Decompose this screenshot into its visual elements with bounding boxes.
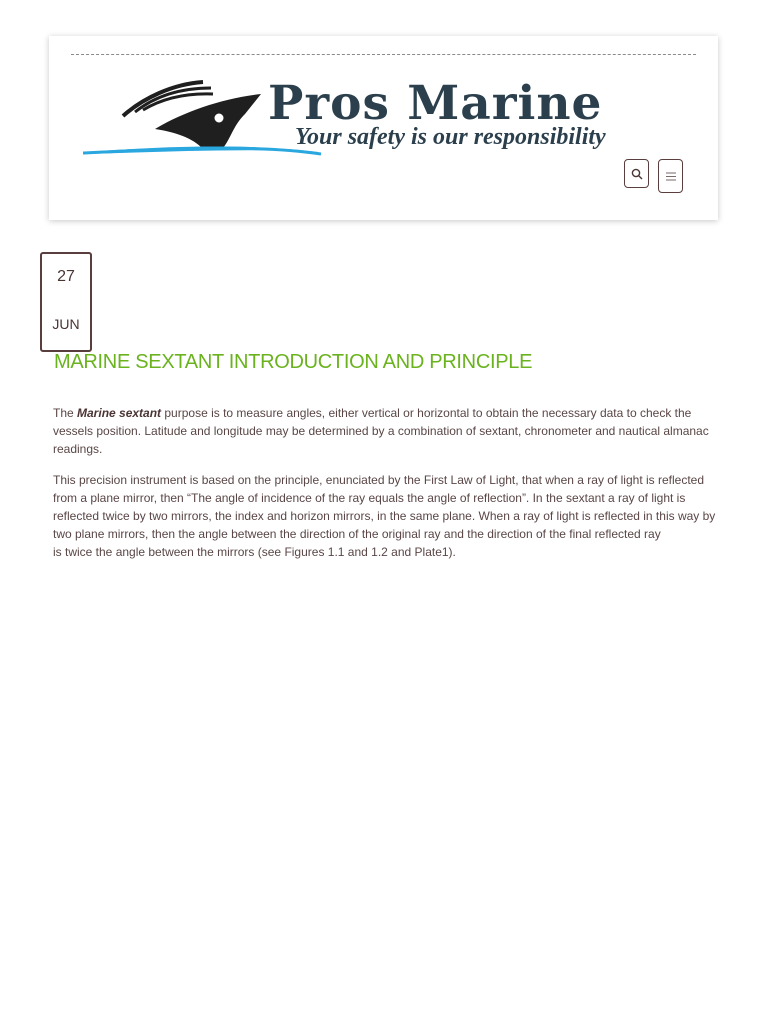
post-paragraph <box>53 471 718 561</box>
search-icon <box>631 168 643 180</box>
brand-tagline: Your safety is our responsibility <box>295 124 606 150</box>
site-header <box>49 36 718 220</box>
post-paragraph <box>53 404 718 458</box>
paragraph-text: is twice the angle between the mirrors (see Figures 1.1 and 1.2 and Plate1). <box>53 545 456 559</box>
menu-toggle-button[interactable] <box>658 159 683 193</box>
paragraph-text: The <box>53 406 78 420</box>
post-body <box>53 404 718 574</box>
post-title[interactable]: MARINE SEXTANT INTRODUCTION AND PRINCIPLE <box>54 351 533 373</box>
search-button[interactable] <box>624 159 649 188</box>
paragraph-text: This precision instrument is based on the principle, enunciated by the First Law of Light, that when a ray of light is reflected from a plane mirror, then “The angle of incidence of the ray equals the angle of reflection”. In the sextant a ray of light is reflected twice by two mirrors, the index and horizon mirrors, in the same plane. When a ray of light is reflected in this way by two plane mirrors, then the angle between the direction of the original ray and the direction of the final reflected ray <box>53 473 716 541</box>
post-date-month: JUN <box>52 316 80 332</box>
brand-name: Pros Marine <box>268 76 603 131</box>
hamburger-menu-icon <box>666 172 676 181</box>
emphasized-term: Marine sextant <box>77 406 162 420</box>
site-logo[interactable] <box>83 76 643 166</box>
post-date-day: 27 <box>57 268 75 285</box>
paragraph-text: purpose is to measure angles, either vertical or horizontal to obtain the necessary data to check the vessels position. Latitude and longitude may be determined by a combination of sextant, chronometer and nautical almanac readings. <box>53 406 709 456</box>
header-divider <box>71 54 696 55</box>
post-date-badge <box>40 252 92 352</box>
